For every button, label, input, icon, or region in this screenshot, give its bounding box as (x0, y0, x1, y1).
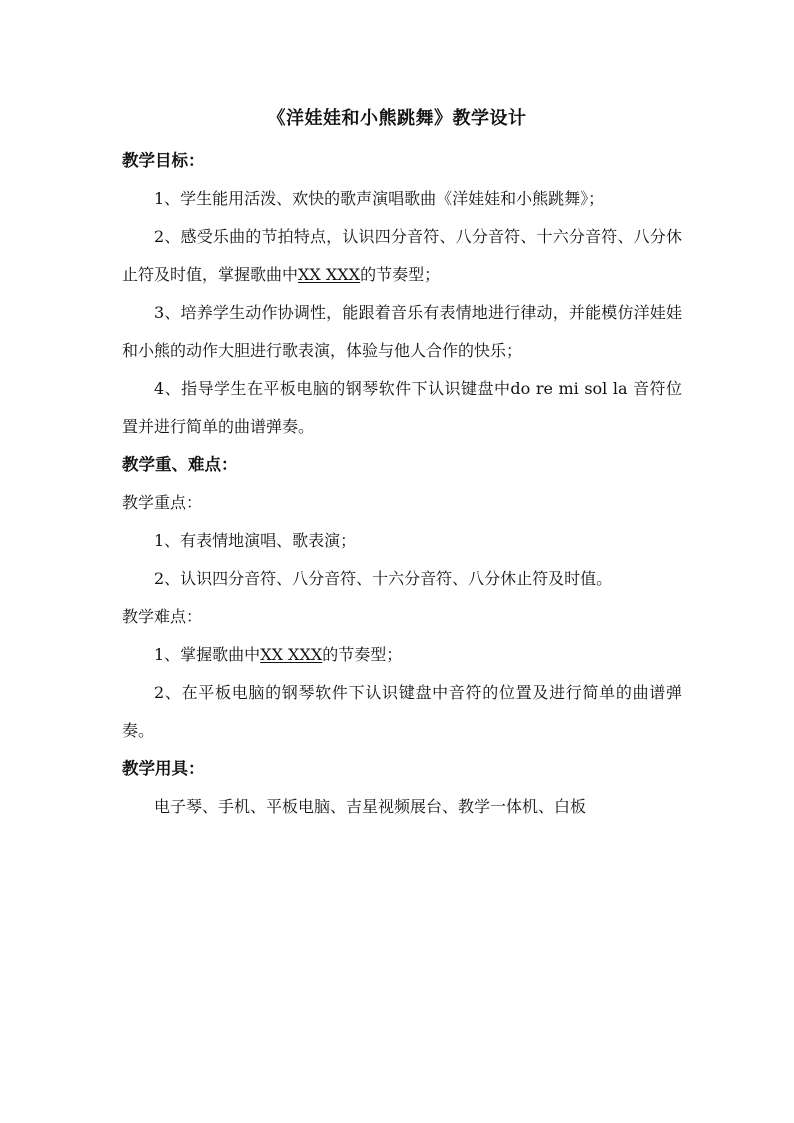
section-heading-key-points: 教学重、难点： (122, 455, 238, 474)
tools-list: 电子琴、手机、平板电脑、吉星视频展台、教学一体机、白板 (154, 797, 587, 816)
difficulty-item-2: 2、在平板电脑的钢琴软件下认识键盘中音符的位置及进行简单的曲谱弹奏。 (122, 683, 682, 740)
document-body (122, 142, 682, 826)
goal-item-4: 4、指导学生在平板电脑的钢琴软件下认识键盘中do re mi sol la 音符位置并进行简单的曲谱弹奏。 (122, 379, 682, 436)
difficulty-1-text-after: 的节奏型； (322, 645, 403, 664)
focus-item-1: 1、有表情地演唱、歌表演； (154, 531, 357, 550)
difficulty-1-text-before: 1、掌握歌曲中 (154, 645, 261, 664)
goal-item-3: 3、培养学生动作协调性，能跟着音乐有表情地进行律动，并能模仿洋娃娃和小熊的动作大胆进行歌表演，体验与他人合作的快乐； (122, 303, 682, 360)
rhythm-pattern: XX XXX (298, 265, 361, 284)
goal-2-text-after: 的节奏型； (360, 265, 441, 284)
focus-label: 教学重点： (122, 493, 203, 512)
section-heading-tools: 教学用具： (122, 759, 205, 778)
focus-item-2: 2、认识四分音符、八分音符、十六分音符、八分休止符及时值。 (154, 569, 613, 588)
document-title: 《洋娃娃和小熊跳舞》教学设计 (267, 108, 527, 129)
section-heading-goals: 教学目标： (122, 151, 205, 170)
goal-2-text-before: 2、感受乐曲的节拍特点，认识四分音符、八分音符、十六分音符、八分休止符及时值，掌握歌曲中 (122, 227, 682, 284)
difficulty-label: 教学难点： (122, 607, 203, 626)
goal-item-1: 1、学生能用活泼、欢快的歌声演唱歌曲《洋娃娃和小熊跳舞》； (154, 189, 605, 208)
rhythm-pattern: XX XXX (260, 645, 323, 664)
goal-item-2 (122, 218, 682, 294)
difficulty-item-1 (122, 636, 682, 674)
